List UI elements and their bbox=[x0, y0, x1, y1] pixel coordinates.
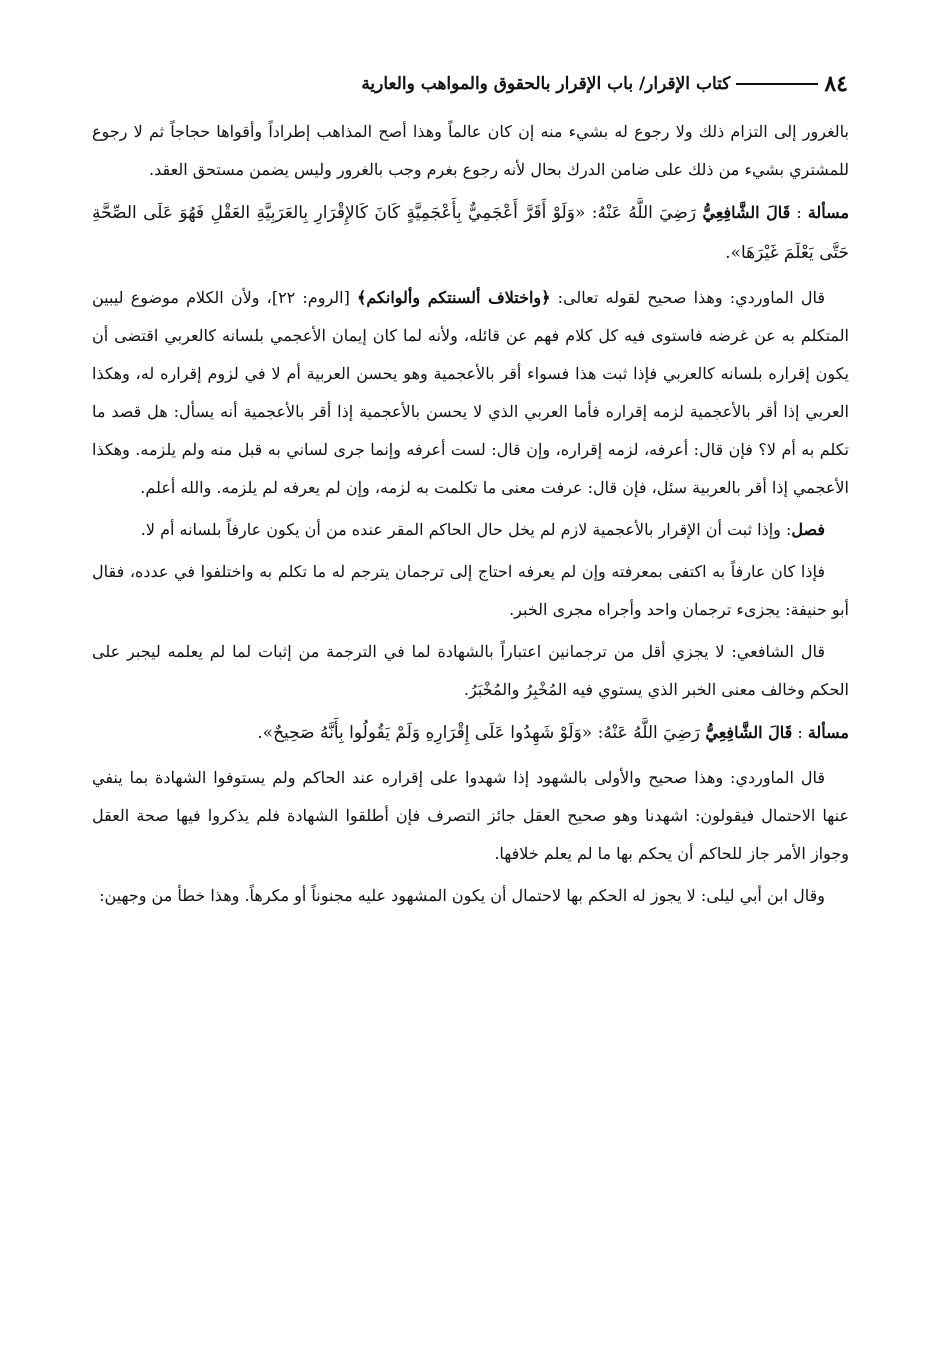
masala-label: مسألة bbox=[807, 203, 850, 222]
page-body bbox=[92, 113, 849, 919]
masala-label: مسألة bbox=[807, 723, 849, 742]
fasl-text: : وإذا ثبت أن الإقرار بالأعجمية لازم لم يخل حال الحاكم المقر عنده من أن يكون عارفاً بلسانه أم لا. bbox=[140, 520, 792, 539]
running-title: كتاب الإقرار/ باب الإقرار بالحقوق والمواهب والعارية bbox=[361, 74, 731, 94]
paragraph-translator: فإذا كان عارفاً به اكتفى بمعرفته وإن لم يعرفه احتاج إلى ترجمان يترجم له ما تكلم به واختلفوا في عدده، فقال أبو حنيفة: يجزىء ترجمان واحد وأجراه مجرى الخبر. bbox=[92, 562, 849, 619]
paragraph-shafii-two-translators: قال الشافعي: لا يجزي أقل من ترجمانين اعتباراً بالشهادة لما في الترجمة من إثبات لما لم يعلمه ليجبر على الحكم وخالف معنى الخبر الذي يستوي فيه المُخْبِرُ والمُخْبَرُ. bbox=[92, 642, 849, 699]
masala-quote: رَضِيَ اللَّهُ عَنْهُ: «وَلَوْ أَقَرَّ أَعْجَمِيٌّ بِأَعْجَمِيَّةٍ كَانَ كَالإِقْرَارِ بِالعَرَبِيَّةِ العَقْلِ فَهُوَ عَلَى الصِّحَّةِ حَتَّى يَعْلَمَ غَيْرَهَا». bbox=[92, 203, 849, 263]
paragraph-mawardi-language bbox=[92, 279, 849, 507]
speaker-shafii: قَالَ الشَّافِعِيُّ bbox=[705, 723, 793, 742]
masala-shafii-ajami: مسألة : قَالَ الشَّافِعِيُّ رَضِيَ اللَّهُ عَنْهُ: «وَلَوْ أَقَرَّ أَعْجَمِيٌّ بِأَعْجَمِيَّةٍ كَانَ كَالإِقْرَارِ بِالعَرَبِيَّةِ العَقْلِ فَهُوَ عَلَى الصِّحَّةِ حَتَّى يَعْلَمَ غَيْرَهَا». bbox=[92, 203, 850, 263]
speaker-shafii: قَالَ الشَّافِعِيُّ bbox=[702, 203, 791, 222]
paragraph-intro: قال الماوردي: وهذا صحيح لقوله تعالى: bbox=[550, 288, 826, 307]
page-header bbox=[88, 64, 848, 104]
fasl-label: فصل bbox=[791, 520, 825, 539]
quran-verse: ﴿واختلاف ألسنتكم وألوانكم﴾ bbox=[357, 288, 551, 307]
paragraph-rest: [الروم: ٢٢]، ولأن الكلام موضوع ليبين المتكلم به عن غرضه فاستوى فيه كل كلام فهم عن قائله، ولأنه لما كان إيمان الأعجمي بلسانه كالعربي اقتضى أن يكون إقراره بلسانه كالعربي فإذا ثبت هذا فسواء أقر بالأعجمية وهو يحسن العربية أم لا في لزوم إقراره له، وهكذا العربي إذا أقر بالأعجمية لزمه إقراره فأما العربي الذي لا يحسن بالأعجمية إذا أقر بالأعجمية أنه يسأل: هل قصد ما تكلم به أم لا؟ فإن قال: أعرفه، لزمه إقراره، وإن قال: لست أعرفه وإنما جرى لساني به قبل منه ولم يلزمه. وهكذا الأعجمي إذا أقر بالعربية سئل، فإن قال: عرفت معنى ما تكلمت به لزمه، وإن لم يعرفه لم يلزمه. والله أعلم. bbox=[92, 288, 849, 497]
paragraph-ibn-abi-layla: وقال ابن أبي ليلى: لا يجوز له الحكم بها لاحتمال أن يكون المشهود عليه مجنوناً أو مكرهاً. وهذا خطأ من وجهين: bbox=[99, 886, 825, 905]
header-rule bbox=[736, 83, 818, 85]
masala-shafii-witnesses: مسألة : قَالَ الشَّافِعِيُّ رَضِيَ اللَّهُ عَنْهُ: «وَلَوْ شَهِدُوا عَلَى إِقْرَارِهِ وَلَمْ يَقُولُوا بِأَنَّهُ صَحِيحٌ». bbox=[257, 723, 849, 743]
page-number: ٨٤ bbox=[824, 71, 848, 97]
paragraph-mawardi-witnesses: قال الماوردي: وهذا صحيح والأولى بالشهود إذا شهدوا على إقراره عند الحاكم ولم يستوفوا الشهادة بما ينفي عنها الاحتمال فيقولون: اشهدنا وهو صحيح العقل جائز التصرف فإن أطلقوا الشهادة فلم يذكروا فيها صحة العقل وجواز الأمر جاز للحاكم أن يحكم بها ما لم يعلم خلافها. bbox=[92, 768, 849, 863]
masala-quote: رَضِيَ اللَّهُ عَنْهُ: «وَلَوْ شَهِدُوا عَلَى إِقْرَارِهِ وَلَمْ يَقُولُوا بِأَنَّهُ صَحِيحٌ». bbox=[257, 723, 706, 743]
paragraph-fasl bbox=[92, 511, 849, 549]
paragraph-continuation: بالغرور إلى التزام ذلك ولا رجوع له بشيء منه إن كان عالماً وهذا أصح المذاهب إطراداً وأقواها حجاجاً ثم لا رجوع للمشتري بشيء من ذلك على ضامن الدرك بحال لأنه رجوع بغرم وجب بالغرور وليس يضمن مستحق العقد. bbox=[92, 122, 850, 179]
